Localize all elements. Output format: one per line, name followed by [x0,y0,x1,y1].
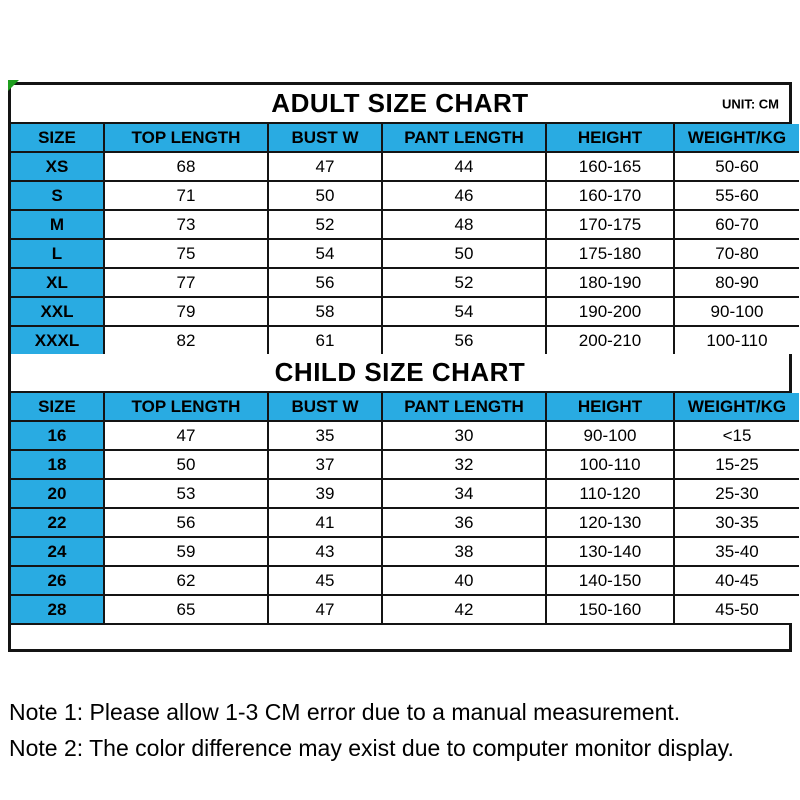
notes [9,694,793,766]
child-size-table [11,393,799,623]
column-header: SIZE [11,393,104,421]
value-cell: 30-35 [674,508,799,537]
size-chart-table [8,82,792,652]
green-corner-marker [8,80,19,91]
value-cell: 68 [104,152,268,181]
size-cell: XL [11,268,104,297]
child-chart-title: CHILD SIZE CHART [274,357,526,387]
value-cell: 50 [268,181,382,210]
header-row [11,393,799,421]
value-cell: 130-140 [546,537,674,566]
column-header: HEIGHT [546,393,674,421]
value-cell: 44 [382,152,546,181]
value-cell: 47 [268,152,382,181]
value-cell: 54 [268,239,382,268]
value-cell: 71 [104,181,268,210]
table-row [11,181,799,210]
value-cell: 53 [104,479,268,508]
value-cell: 200-210 [546,326,674,354]
value-cell: 47 [268,595,382,623]
value-cell: 56 [382,326,546,354]
value-cell: 39 [268,479,382,508]
value-cell: 59 [104,537,268,566]
value-cell: 62 [104,566,268,595]
value-cell: 42 [382,595,546,623]
value-cell: 77 [104,268,268,297]
value-cell: 32 [382,450,546,479]
value-cell: 40-45 [674,566,799,595]
table-row [11,595,799,623]
value-cell: 40 [382,566,546,595]
column-header: TOP LENGTH [104,124,268,152]
size-cell: 16 [11,421,104,450]
value-cell: 56 [268,268,382,297]
value-cell: 90-100 [546,421,674,450]
table-row [11,326,799,354]
table-row [11,421,799,450]
child-title-row [11,354,789,393]
table-row [11,297,799,326]
header-row [11,124,799,152]
value-cell: 75 [104,239,268,268]
size-cell: 18 [11,450,104,479]
size-cell: L [11,239,104,268]
value-cell: 90-100 [674,297,799,326]
value-cell: 82 [104,326,268,354]
table-row [11,210,799,239]
value-cell: 54 [382,297,546,326]
empty-footer-strip [11,623,789,649]
column-header: WEIGHT/KG [674,393,799,421]
size-cell: 24 [11,537,104,566]
size-cell: 28 [11,595,104,623]
value-cell: 36 [382,508,546,537]
size-cell: XS [11,152,104,181]
column-header: WEIGHT/KG [674,124,799,152]
value-cell: 45 [268,566,382,595]
value-cell: 35 [268,421,382,450]
adult-title-row [11,85,789,124]
value-cell: 80-90 [674,268,799,297]
value-cell: 34 [382,479,546,508]
column-header: HEIGHT [546,124,674,152]
value-cell: 170-175 [546,210,674,239]
value-cell: 55-60 [674,181,799,210]
value-cell: 50-60 [674,152,799,181]
value-cell: 190-200 [546,297,674,326]
value-cell: 60-70 [674,210,799,239]
value-cell: 25-30 [674,479,799,508]
table-row [11,479,799,508]
size-cell: 26 [11,566,104,595]
table-row [11,450,799,479]
table-row [11,152,799,181]
value-cell: 160-170 [546,181,674,210]
value-cell: 45-50 [674,595,799,623]
value-cell: 52 [268,210,382,239]
value-cell: 50 [382,239,546,268]
column-header: SIZE [11,124,104,152]
value-cell: 43 [268,537,382,566]
value-cell: 50 [104,450,268,479]
value-cell: 58 [268,297,382,326]
column-header: BUST W [268,393,382,421]
value-cell: 160-165 [546,152,674,181]
value-cell: <15 [674,421,799,450]
value-cell: 38 [382,537,546,566]
value-cell: 35-40 [674,537,799,566]
table-row [11,537,799,566]
value-cell: 65 [104,595,268,623]
value-cell: 120-130 [546,508,674,537]
value-cell: 100-110 [674,326,799,354]
value-cell: 140-150 [546,566,674,595]
value-cell: 46 [382,181,546,210]
value-cell: 70-80 [674,239,799,268]
value-cell: 110-120 [546,479,674,508]
table-row [11,508,799,537]
table-row [11,566,799,595]
value-cell: 61 [268,326,382,354]
size-cell: S [11,181,104,210]
value-cell: 41 [268,508,382,537]
note-2: Note 2: The color difference may exist due to computer monitor display. [9,735,734,761]
value-cell: 100-110 [546,450,674,479]
value-cell: 30 [382,421,546,450]
value-cell: 37 [268,450,382,479]
value-cell: 150-160 [546,595,674,623]
adult-size-table [11,124,799,354]
value-cell: 79 [104,297,268,326]
table-row [11,268,799,297]
value-cell: 175-180 [546,239,674,268]
size-cell: XXXL [11,326,104,354]
table-row [11,239,799,268]
column-header: TOP LENGTH [104,393,268,421]
size-cell: 20 [11,479,104,508]
value-cell: 48 [382,210,546,239]
size-cell: XXL [11,297,104,326]
size-cell: 22 [11,508,104,537]
note-1: Note 1: Please allow 1-3 CM error due to a manual measurement. [9,699,681,725]
value-cell: 47 [104,421,268,450]
value-cell: 73 [104,210,268,239]
size-cell: M [11,210,104,239]
value-cell: 180-190 [546,268,674,297]
value-cell: 52 [382,268,546,297]
adult-chart-title: ADULT SIZE CHART [271,88,529,118]
column-header: PANT LENGTH [382,124,546,152]
value-cell: 56 [104,508,268,537]
column-header: BUST W [268,124,382,152]
value-cell: 15-25 [674,450,799,479]
unit-label: UNIT: CM [721,96,779,111]
column-header: PANT LENGTH [382,393,546,421]
